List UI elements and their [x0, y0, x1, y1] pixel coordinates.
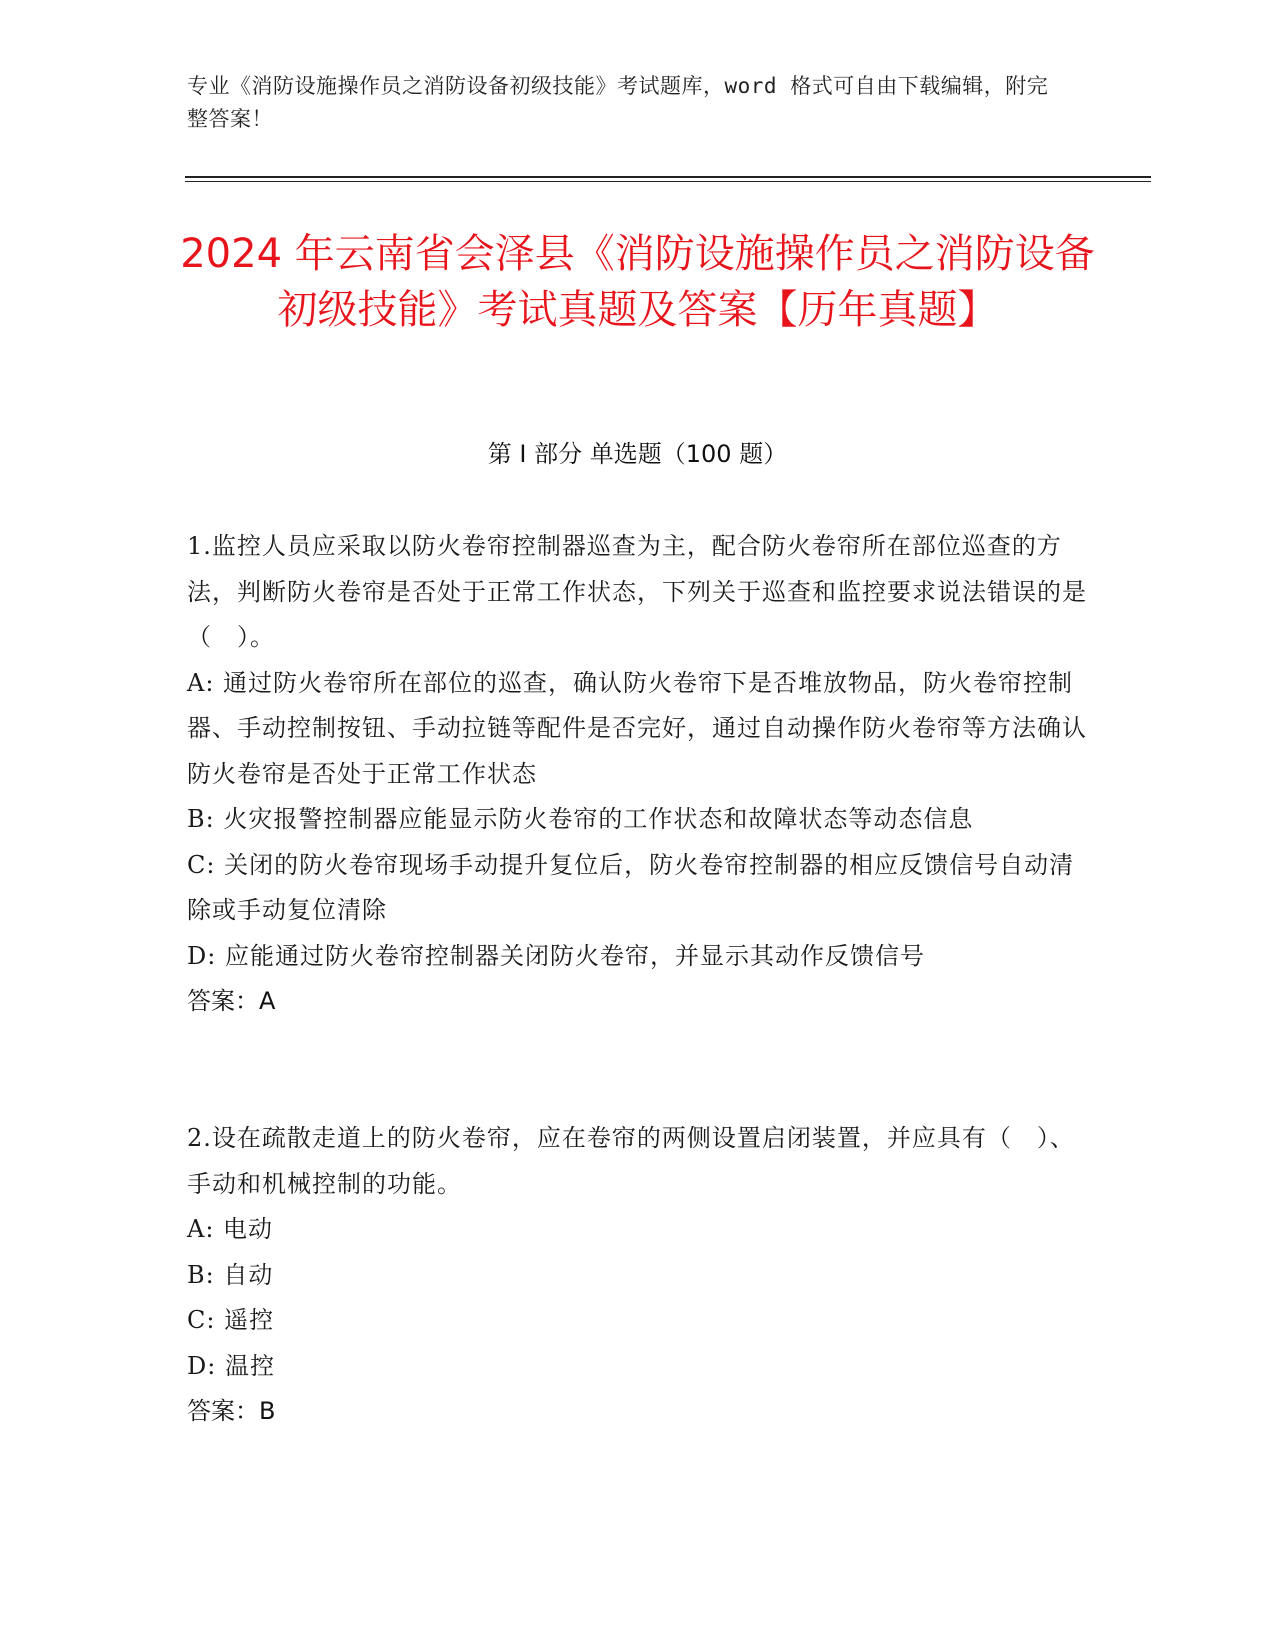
- option-c: C: 关闭的防火卷帘现场手动提升复位后，防火卷帘控制器的相应反馈信号自动清除或手动复位清除: [187, 850, 1075, 924]
- option-a: A: 电动: [187, 1215, 274, 1243]
- option-b: B: 火灾报警控制器应能显示防火卷帘的工作状态和故障状态等动态信息: [187, 805, 974, 833]
- answer-label: 答案：A: [187, 987, 276, 1015]
- header-divider-thick: [185, 176, 1151, 178]
- header-note: 专业《消防设施操作员之消防设备初级技能》考试题库，word 格式可自由下载编辑，附完整答案！: [187, 74, 1049, 131]
- option-b: B: 自动: [187, 1260, 274, 1289]
- option-d: D: 应能通过防火卷帘控制器关闭防火卷帘，并显示其动作反馈信号: [187, 941, 925, 970]
- option-c: C: 遥控: [187, 1306, 275, 1334]
- header-divider-thin: [185, 181, 1151, 182]
- answer-label: 答案：B: [187, 1397, 276, 1425]
- section-title: 第 I 部分 单选题（100 题）: [487, 440, 788, 468]
- question-stem: 2.设在疏散走道上的防火卷帘，应在卷帘的两侧设置启闭装置，并应具有（ ）、手动和机械控制的功能。: [187, 1124, 1075, 1198]
- document-title: 2024 年云南省会泽县《消防设施操作员之消防设备初级技能》考试真题及答案【历年真题】: [180, 231, 1095, 333]
- question-1: [187, 524, 1087, 1025]
- question-stem: 1.监控人员应采取以防火卷帘控制器巡查为主，配合防火卷帘所在部位巡查的方法，判断防火卷帘是否处于正常工作状态，下列关于巡查和监控要求说法错误的是（ ）。: [187, 532, 1087, 651]
- question-2: [187, 1116, 1087, 1435]
- option-a: A: 通过防火卷帘所在部位的巡查，确认防火卷帘下是否堆放物品，防火卷帘控制器、手动控制按钮、手动拉链等配件是否完好，通过自动操作防火卷帘等方法确认防火卷帘是否处于正常工作状态: [187, 668, 1087, 788]
- option-d: D: 温控: [187, 1351, 275, 1380]
